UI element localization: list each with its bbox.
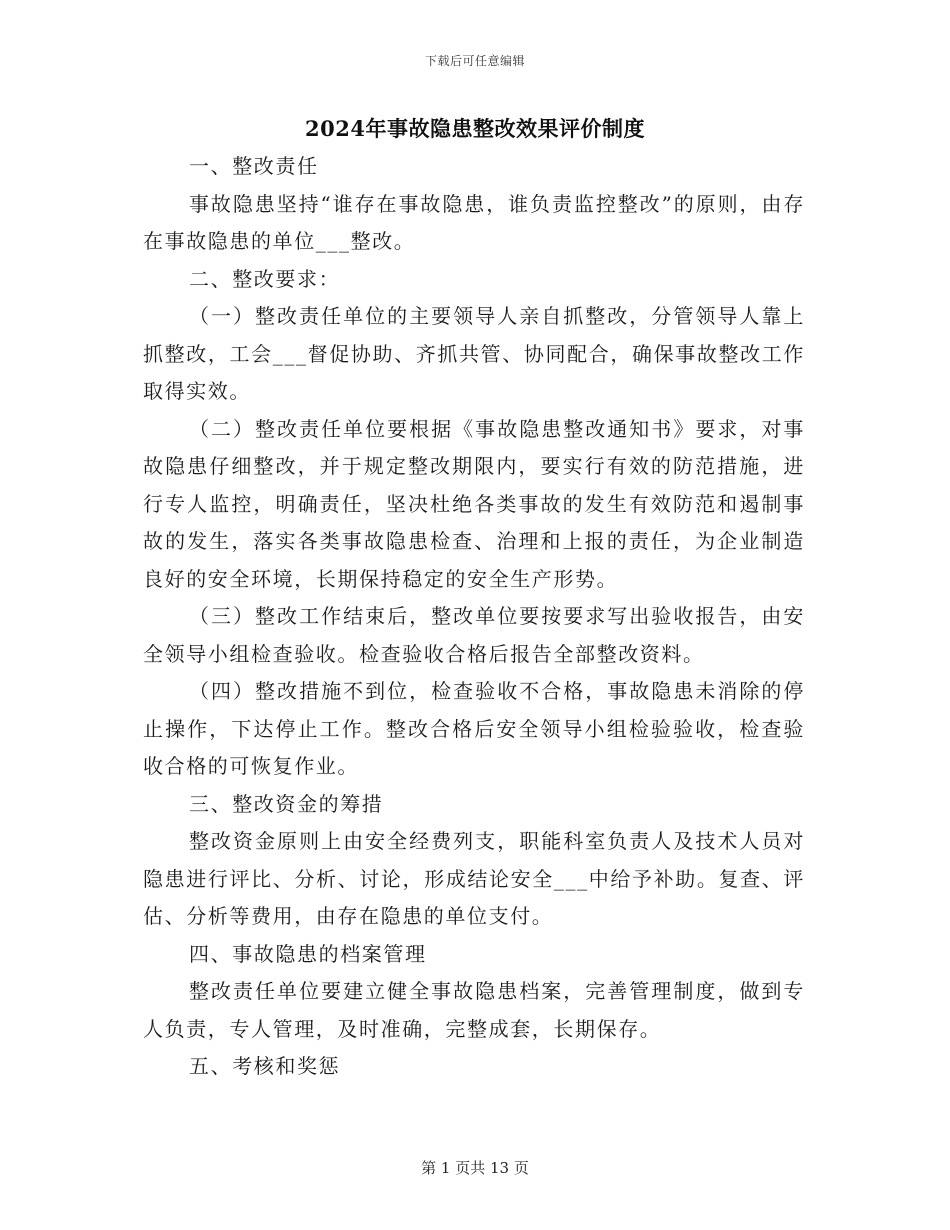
paragraph-requirement-4: （四）整改措施不到位，检查验收不合格，事故隐患未消除的停止操作，下达停止工作。整改合格后安全领导小组检验验收，检查验收合格的可恢复作业。 — [143, 679, 805, 778]
section-heading-4: 四、事故隐患的档案管理 — [189, 941, 427, 966]
paragraph-responsibility: 事故隐患坚持“谁存在事故隐患，谁负责监控整改”的原则，由存在事故隐患的单位___整改。 — [143, 191, 805, 253]
section-heading-2: 二、整改要求： — [189, 266, 341, 291]
document-title: 2024年事故隐患整改效果评价制度 — [305, 116, 645, 141]
page-header-note: 下载后可任意编辑 — [424, 54, 525, 68]
document-body — [143, 148, 805, 1086]
paragraph-archive: 整改责任单位要建立健全事故隐患档案，完善管理制度，做到专人负责，专人管理，及时准确，完整成套，长期保存。 — [143, 979, 805, 1041]
paragraph-requirement-2: （二）整改责任单位要根据《事故隐患整改通知书》要求，对事故隐患仔细整改，并于规定整改期限内，要实行有效的防范措施，进行专人监控，明确责任，坚决杜绝各类事故的发生有效防范和遏制事故的发生，落实各类事故隐患检查、治理和上报的责任，为企业制造良好的安全环境，长期保持稳定的安全生产形势。 — [143, 416, 805, 591]
paragraph-requirement-1: （一）整改责任单位的主要领导人亲自抓整改，分管领导人靠上抓整改，工会___督促协助、齐抓共管、协同配合，确保事故整改工作取得实效。 — [143, 304, 805, 403]
paragraph-requirement-3: （三）整改工作结束后，整改单位要按要求写出验收报告，由安全领导小组检查验收。检查验收合格后报告全部整改资料。 — [143, 604, 805, 666]
paragraph-funding: 整改资金原则上由安全经费列支，职能科室负责人及技术人员对隐患进行评比、分析、讨论，形成结论安全___中给予补助。复查、评估、分析等费用，由存在隐患的单位支付。 — [143, 829, 805, 928]
section-heading-1: 一、整改责任 — [189, 154, 319, 178]
section-heading-5: 五、考核和奖惩 — [189, 1054, 341, 1078]
page-number: 第 1 页共 13 页 — [421, 1159, 529, 1177]
section-heading-3: 三、整改资金的筹措 — [189, 791, 384, 816]
